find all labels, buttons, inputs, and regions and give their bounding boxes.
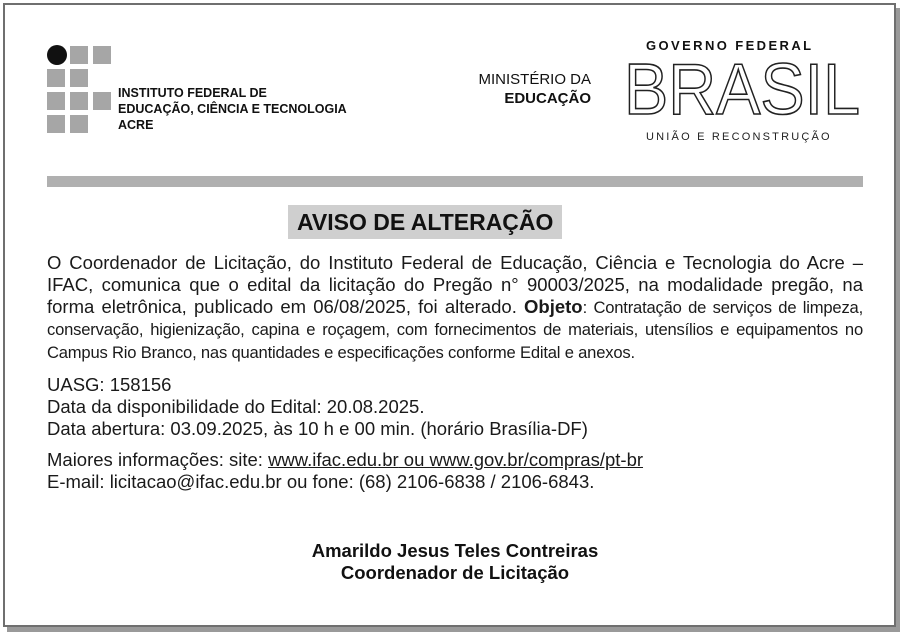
intro-text: O Coordenador de Licitação, do Instituto Federal de Educação, Ciência e Tecnologia do Acre – IFAC, comunica que o edital da licitação do Pregão n° 90003/2025, na modalidade pregão, na forma eletrônica, publicado em 06/08/2025, foi alterado.	[47, 252, 863, 317]
brasil-wordmark	[624, 60, 864, 120]
ifac-name	[118, 85, 347, 133]
signature-block	[47, 540, 863, 584]
ifac-name-line3: ACRE	[118, 118, 154, 132]
header-divider	[47, 176, 863, 187]
ifac-logo-dot	[47, 45, 67, 65]
notice-title: AVISO DE ALTERAÇÃO	[288, 205, 562, 239]
site-link-ifac[interactable]: www.ifac.edu.br	[268, 449, 399, 471]
intro-paragraph	[47, 252, 863, 364]
ministerio-label	[455, 70, 591, 108]
site-link-compras[interactable]: www.gov.br/compras/pt-br	[429, 449, 644, 471]
uasg-line: UASG: 158156	[47, 373, 172, 395]
objeto-text: : Contratação de serviços de limpeza, conservação, higienização, capina e roçagem, com fornecimentos de materiais, utensílios e equipamentos no Campus Rio Branco, nas quantidades e especificações conforme Edital e anexos.	[47, 297, 863, 363]
signature-name: Amarildo Jesus Teles Contreiras	[311, 540, 599, 561]
info-prefix: Maiores informações: site:	[47, 449, 269, 471]
disponibilidade-line: Data da disponibilidade do Edital: 20.08.2025.	[47, 395, 425, 417]
ifac-logo	[47, 44, 111, 136]
email-line: E-mail: licitacao@ifac.edu.br ou fone: (68) 2106-6838 / 2106-6843.	[47, 471, 595, 493]
governo-federal-label: GOVERNO FEDERAL	[646, 38, 814, 53]
objeto-label: Objeto	[524, 295, 583, 317]
info-line	[47, 449, 863, 471]
ifac-name-line1: INSTITUTO FEDERAL DE	[118, 86, 267, 100]
uniao-reconstrucao-label: UNIÃO E RECONSTRUÇÃO	[646, 131, 832, 143]
brasil-wordmark-text: BRASIL	[624, 60, 860, 120]
ministerio-line2: EDUCAÇÃO	[504, 90, 591, 107]
ifac-name-line2: EDUCAÇÃO, CIÊNCIA E TECNOLOGIA	[118, 102, 347, 116]
site-link-ou: ou	[398, 449, 430, 471]
notice-body	[47, 252, 863, 493]
ministerio-line1: MINISTÉRIO DA	[478, 71, 591, 88]
abertura-line: Data abertura: 03.09.2025, às 10 h e 00 min. (horário Brasília-DF)	[47, 417, 588, 439]
signature-role: Coordenador de Licitação	[340, 562, 570, 583]
